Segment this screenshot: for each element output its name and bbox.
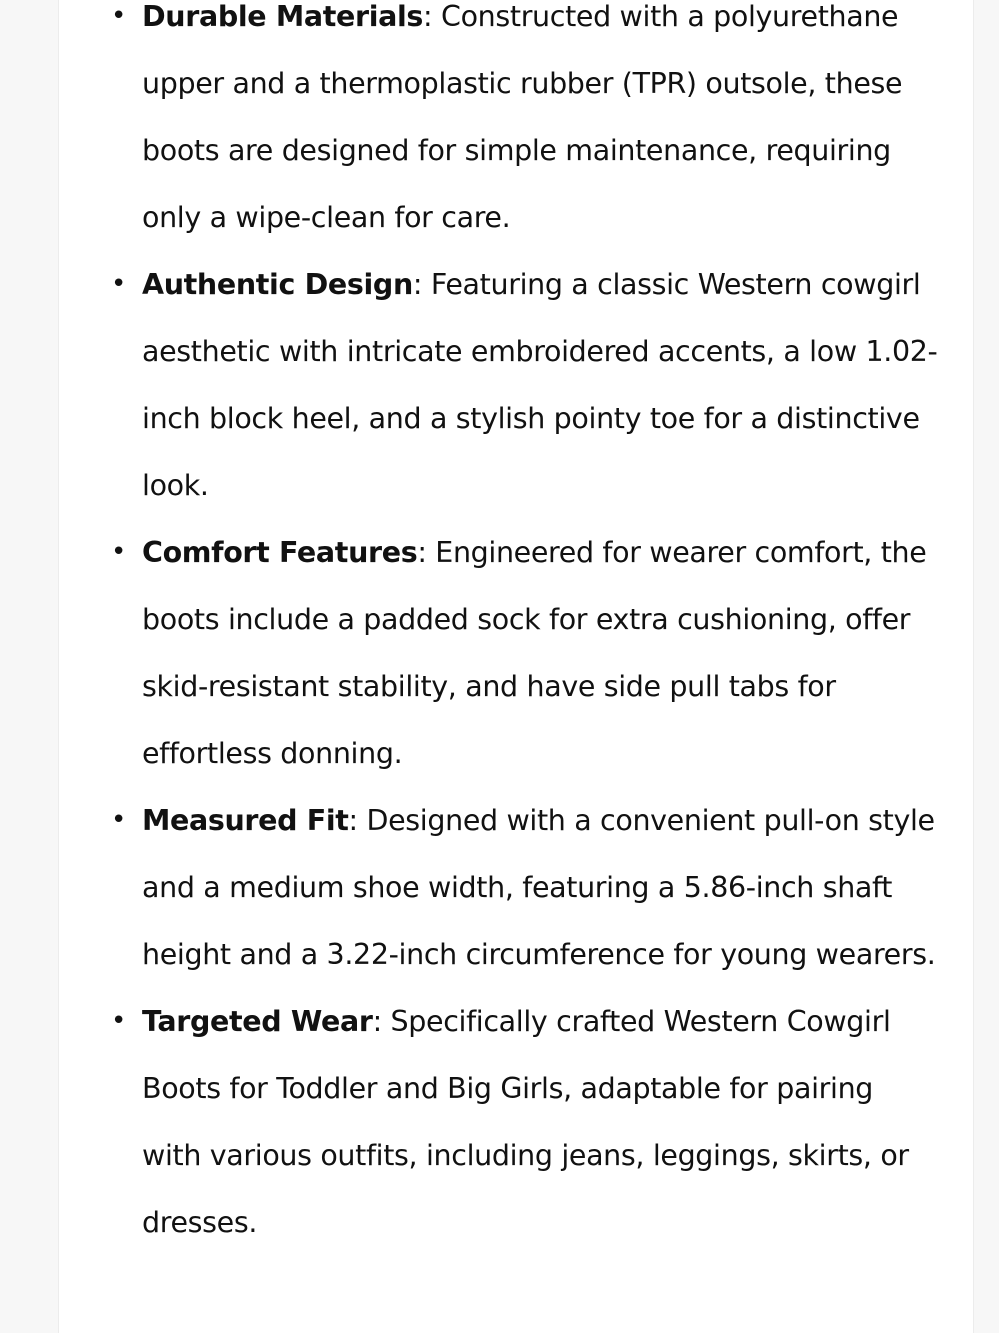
feature-text: Specifically crafted Western Cowgirl Boots for Toddler and Big Girls, adaptable for pairing with various outfits, including jeans, leggings, skirts, or dresses. (142, 1005, 909, 1239)
feature-text: Designed with a convenient pull-on style and a medium shoe width, featuring a 5.86-inch shaft height and a 3.22-inch circumference for young wearers. (142, 804, 936, 971)
bullet-icon: • (111, 269, 126, 299)
feature-item-durable-materials (0, 0, 999, 251)
feature-item-comfort-features (0, 519, 999, 787)
feature-title: Durable Materials (142, 0, 424, 33)
feature-title: Measured Fit (142, 804, 349, 837)
bullet-icon: • (111, 537, 126, 567)
feature-separator: : (372, 1005, 391, 1038)
feature-item-measured-fit (0, 787, 999, 988)
bullet-icon: • (111, 1006, 126, 1036)
feature-separator: : (423, 0, 442, 33)
feature-item-targeted-wear (0, 988, 999, 1256)
feature-separator: : (412, 268, 431, 301)
bullet-icon: • (111, 1, 126, 31)
feature-item-authentic-design (0, 251, 999, 519)
feature-title: Authentic Design (142, 268, 413, 301)
feature-text: Featuring a classic Western cowgirl aesthetic with intricate embroidered accents, a low 1.02-inch block heel, and a stylish pointy toe for a distinctive look. (142, 268, 938, 502)
feature-separator: : (348, 804, 367, 837)
feature-text: Engineered for wearer comfort, the boots include a padded sock for extra cushioning, offer skid-resistant stability, and have side pull tabs for effortless donning. (142, 536, 927, 770)
feature-separator: : (417, 536, 436, 569)
bullet-icon: • (111, 805, 126, 835)
feature-title: Targeted Wear (142, 1005, 373, 1038)
feature-title: Comfort Features (142, 536, 418, 569)
feature-text: Constructed with a polyurethane upper and a thermoplastic rubber (TPR) outsole, these boots are designed for simple maintenance, requiring only a wipe-clean for care. (142, 0, 903, 234)
